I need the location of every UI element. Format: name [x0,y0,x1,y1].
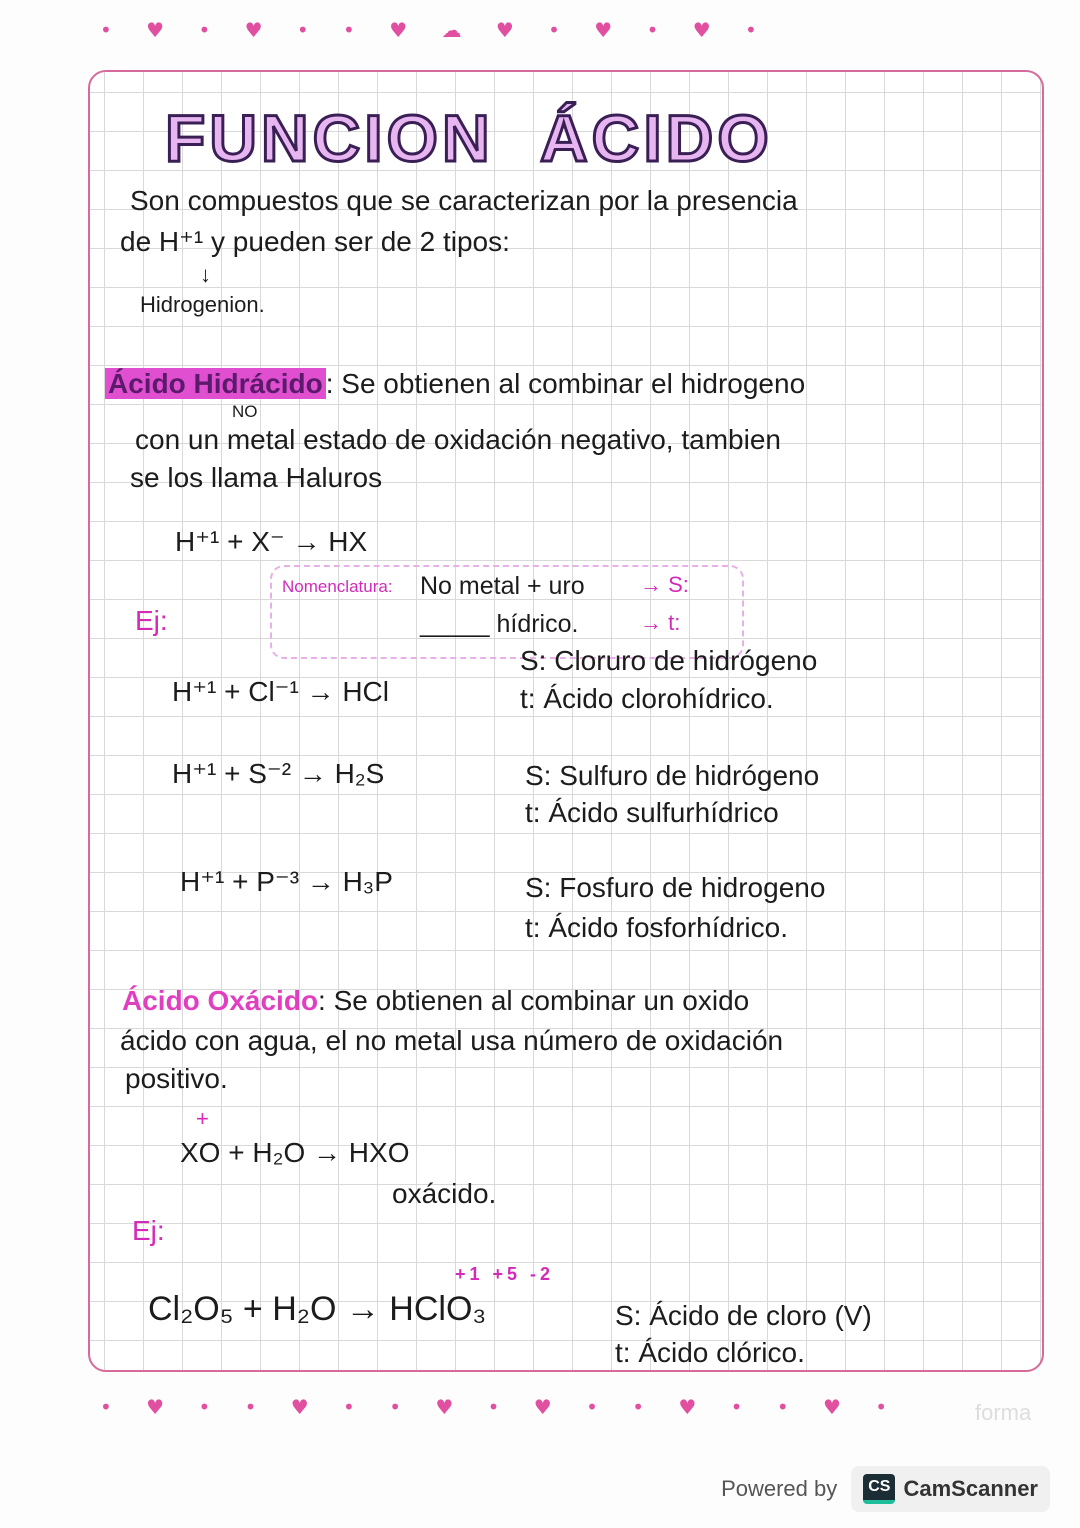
general-equation: H⁺¹ + X⁻ → HX [175,526,368,557]
example-3-equation: H⁺¹ + P⁻³ → H₃P [180,866,393,897]
camscanner-logo-icon: CS [863,1474,895,1504]
nomenclature-arrow-2: → t: [640,610,681,635]
oxacido-line-1: : Se obtienen al combinar un oxido [318,985,750,1016]
oxacido-general-equation: XO + H₂O → HXO [180,1137,410,1168]
nomenclature-rule-2: _____ hídrico. [420,610,579,638]
camscanner-badge [851,1466,1050,1512]
camscanner-name: CamScanner [903,1476,1038,1501]
oxacido-example-equation: Cl₂O₅ + H₂O → HClO₃ [148,1290,487,1328]
top-decoration: • ♥ • ♥ • • ♥ ☁ ♥ • ♥ • ♥ • [100,18,771,42]
hidracido-line-2: con un metal estado de oxidación negativo, tambien [135,424,781,455]
example-1-equation: H⁺¹ + Cl⁻¹ → HCl [172,676,389,707]
nomenclature-rule-1: No metal + uro [420,572,585,600]
example-1-s: S: Cloruro de hidrógeno [520,645,818,676]
oxacido-line-2: ácido con agua, el no metal usa número de oxidación [120,1025,784,1056]
nomenclature-label: Nomenclatura: [282,577,393,596]
example-3-s: S: Fosfuro de hidrogeno [525,872,826,903]
example-2-t: t: Ácido sulfurhídrico [525,797,779,828]
title-funcion: FUNCION [165,101,494,175]
oxacido-example-t: t: Ácido clórico. [615,1337,805,1368]
hidracido-label: Ácido Hidrácido [105,368,326,399]
nomenclature-arrow-1: → S: [640,572,689,597]
hidracido-line-3: se los llama Haluros [130,462,383,493]
oxacido-example-s: S: Ácido de cloro (V) [615,1300,872,1331]
example-3-t: t: Ácido fosforhídrico. [525,912,789,943]
ej-label-2: Ej: [132,1215,165,1246]
plus-mark: + [196,1106,209,1131]
camscanner-footer [721,1466,1050,1512]
down-arrow-icon: ↓ [200,262,211,287]
hidracido-heading [105,368,805,400]
oxacido-line-3: positivo. [125,1063,228,1094]
no-annotation: NO [232,402,258,421]
example-2-equation: H⁺¹ + S⁻² → H₂S [172,758,385,789]
example-1-t: t: Ácido clorohídrico. [520,683,774,714]
bottom-decoration: • ♥ • • ♥ • • ♥ • ♥ • • ♥ • • ♥ • [100,1395,902,1419]
ej-label-1: Ej: [135,605,168,636]
hidracido-line-1: : Se obtienen al combinar el hidrogeno [325,368,806,399]
grid-paper [88,70,1044,1372]
oxacido-label: Ácido Oxácido [122,985,319,1016]
oxacido-heading [122,985,749,1017]
intro-note: Hidrogenion. [140,292,265,317]
brand-watermark: forma [975,1400,1032,1425]
powered-by-text: Powered by [721,1476,838,1501]
example-2-s: S: Sulfuro de hidrógeno [525,760,820,791]
title-acido: ÁCIDO [540,101,773,175]
example-charges: +1 +5 -2 [455,1264,555,1284]
intro-line-2: de H⁺¹ y pueden ser de 2 tipos: [120,226,510,257]
oxacido-general-name: oxácido. [392,1178,497,1209]
intro-line-1: Son compuestos que se caracterizan por la presencia [130,185,798,216]
